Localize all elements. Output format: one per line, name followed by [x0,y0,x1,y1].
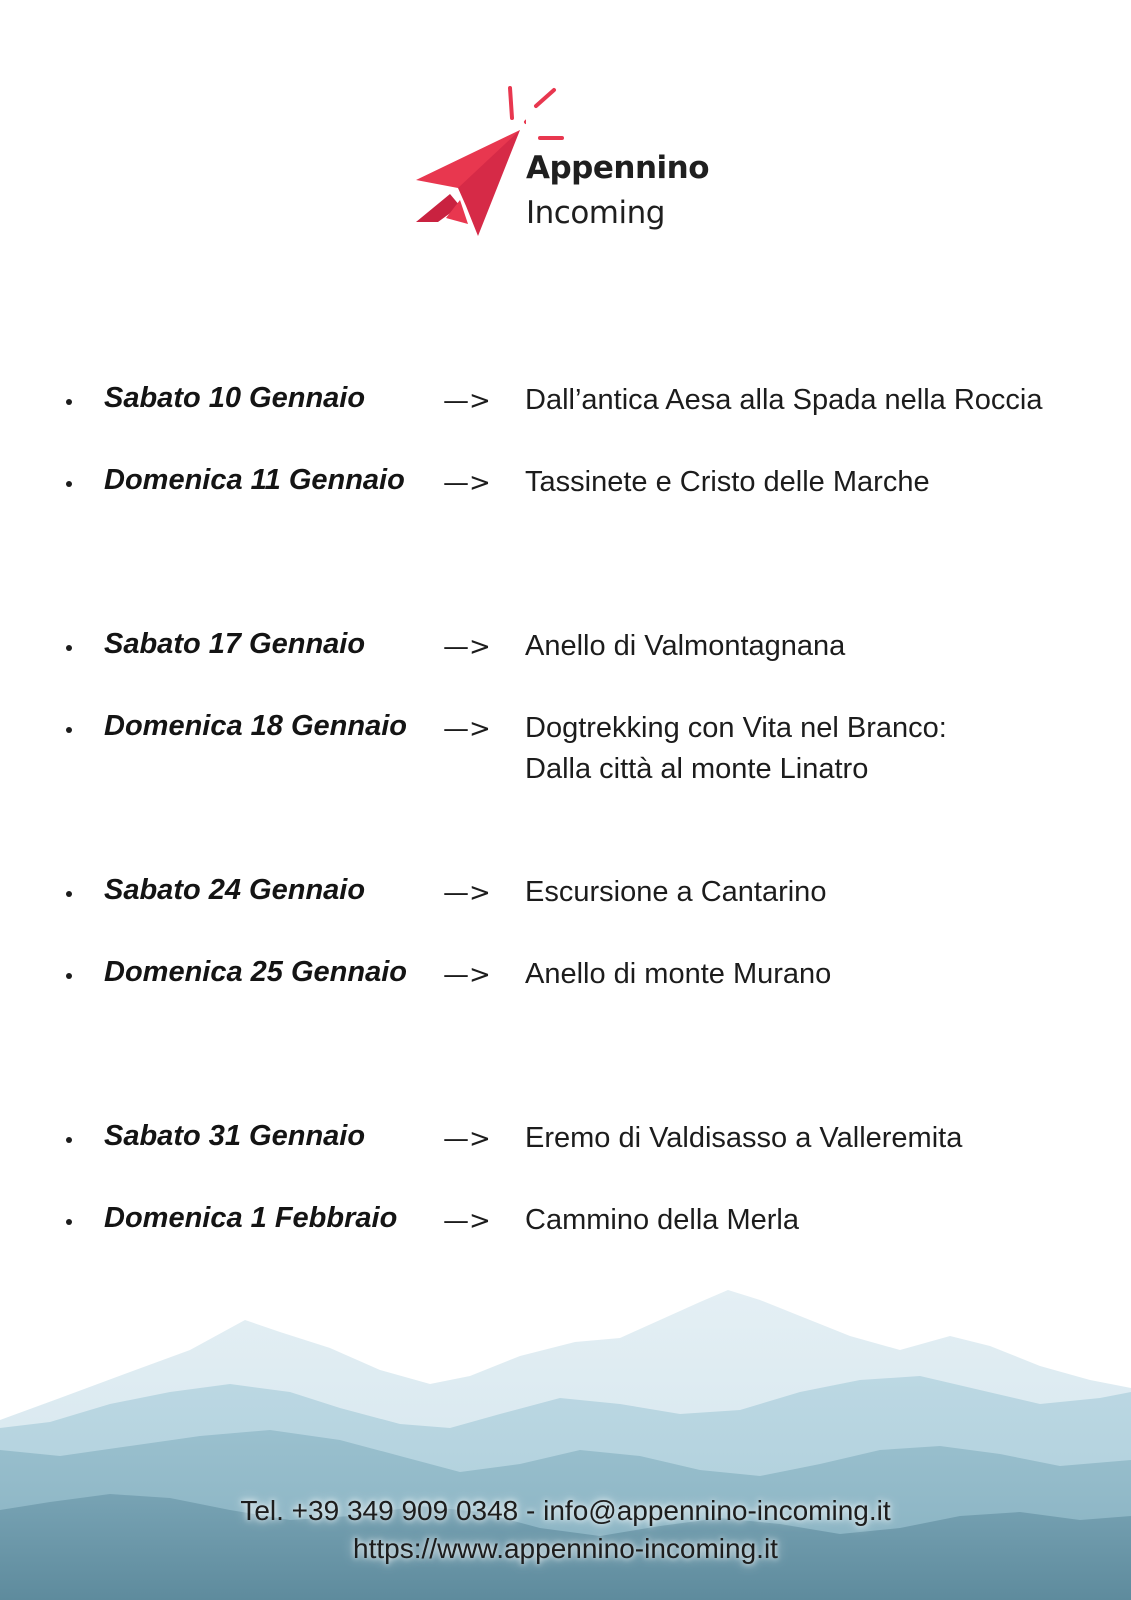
entry-event-line-1: Dogtrekking con Vita nel Branco: [525,712,947,744]
entry-day: Domenica 1 Febbraio [104,1202,398,1234]
arrow-icon: —> [443,1124,491,1154]
entry-day: Domenica 18 Gennaio [104,710,407,742]
entry-day: Sabato 24 Gennaio [104,874,366,906]
bullet-icon [66,1219,72,1225]
bullet-icon [66,727,72,733]
arrow-icon: —> [443,1206,491,1236]
bullet-icon [66,973,72,979]
arrow-icon: —> [443,878,491,908]
bullet-icon [66,891,72,897]
bullet-icon [66,1137,72,1143]
contact-phone-email[interactable]: Tel. +39 349 909 0348 - info@appennino-incoming.it [240,1495,891,1526]
arrow-icon: —> [443,632,491,662]
logo-name-line-1: Appennino [526,150,710,186]
bullet-icon [66,481,72,487]
entry-day: Sabato 31 Gennaio [104,1120,366,1152]
arrow-icon: —> [443,960,491,990]
website-link[interactable]: https://www.appennino-incoming.it [353,1533,778,1564]
arrow-icon: —> [443,468,491,498]
logo-name-line-2: Incoming [526,195,665,231]
arrow-icon: —> [443,714,491,744]
arrow-icon: —> [443,386,491,416]
entry-event: Cammino della Merla [525,1204,799,1236]
entry-day: Domenica 11 Gennaio [104,464,405,496]
entry-day: Sabato 17 Gennaio [104,628,366,660]
entry-event: Eremo di Valdisasso a Valleremita [525,1122,963,1154]
entry-event: Dall’antica Aesa alla Spada nella Roccia [525,384,1043,416]
entry-event: Escursione a Cantarino [525,876,827,908]
entry-event-line-2: Dalla città al monte Linatro [525,753,869,785]
entry-event: Anello di Valmontagnana [525,630,846,662]
entry-day: Sabato 10 Gennaio [104,382,366,414]
entry-event: Tassinete e Cristo delle Marche [525,466,930,498]
bullet-icon [66,399,72,405]
entry-event: Anello di monte Murano [525,958,832,990]
bullet-icon [66,645,72,651]
entry-day: Domenica 25 Gennaio [104,956,407,988]
